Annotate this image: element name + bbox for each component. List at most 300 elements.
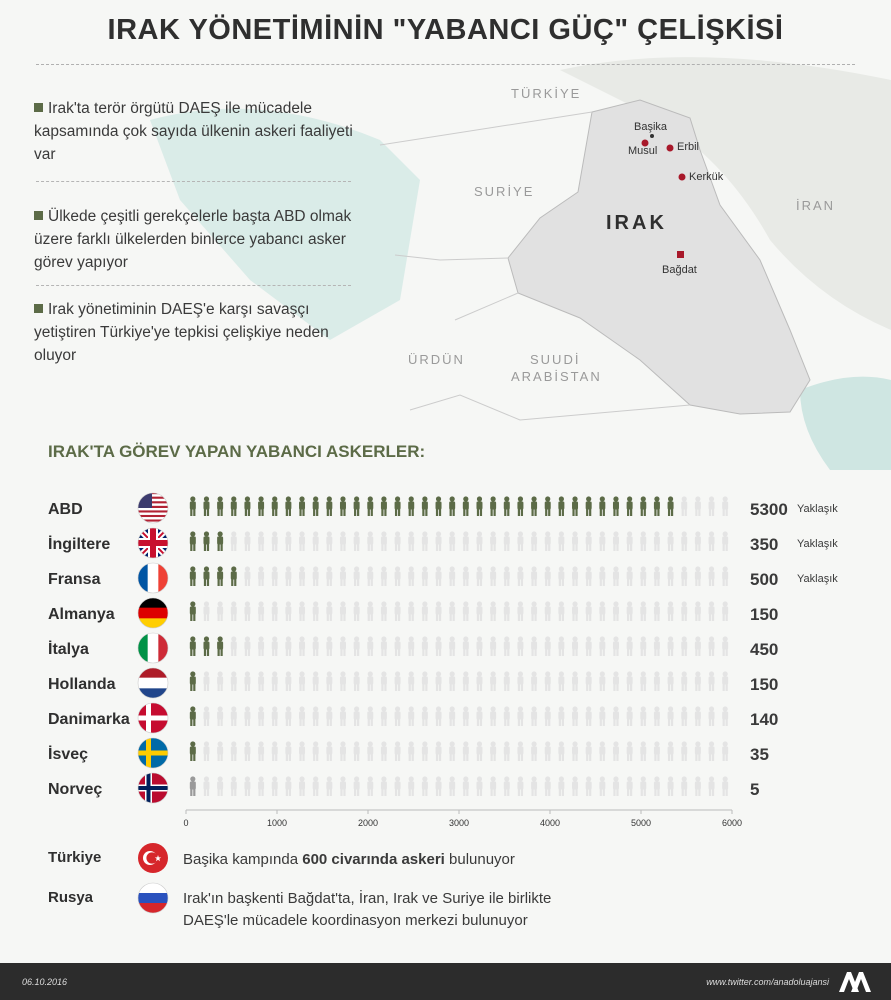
- soldier-icon: [340, 741, 346, 761]
- soldier-icon: [231, 566, 237, 586]
- x-tick-label: 3000: [448, 818, 470, 828]
- soldier-icon: [367, 601, 373, 621]
- soldier-icon: [599, 636, 605, 656]
- soldier-icon: [558, 706, 564, 726]
- soldier-icon: [231, 636, 237, 656]
- soldier-icon: [545, 671, 551, 691]
- soldier-icon: [190, 636, 196, 656]
- soldier-icon: [203, 496, 209, 516]
- soldier-icon: [449, 741, 455, 761]
- fact-text-turkiye: Başika kampında 600 civarında askeri bulunuyor: [183, 851, 515, 868]
- soldier-icon: [313, 776, 319, 796]
- bagdat-marker: [677, 251, 684, 258]
- value-label: 5300: [750, 500, 788, 519]
- soldier-icon: [354, 496, 360, 516]
- soldier-icon: [709, 496, 715, 516]
- soldier-icon: [436, 671, 442, 691]
- soldier-icon: [490, 496, 496, 516]
- soldier-icon: [531, 706, 537, 726]
- soldier-icon: [258, 496, 264, 516]
- bullet-square-icon: [34, 304, 43, 313]
- soldier-icon: [558, 741, 564, 761]
- france-flag-icon: [137, 562, 170, 594]
- soldier-icon: [709, 706, 715, 726]
- soldier-icon: [640, 636, 646, 656]
- soldier-icon: [408, 706, 414, 726]
- soldier-icon: [203, 566, 209, 586]
- soldier-icon: [326, 531, 332, 551]
- soldier-icon: [545, 496, 551, 516]
- norway-flag-icon: [137, 772, 169, 804]
- soldier-icon: [504, 531, 510, 551]
- soldier-icon: [449, 601, 455, 621]
- country-label: Hollanda: [48, 676, 116, 693]
- soldier-icon: [217, 636, 223, 656]
- soldier-icon: [722, 706, 728, 726]
- soldier-icon: [272, 706, 278, 726]
- country-label: Fransa: [48, 571, 101, 588]
- kerkuk-dot: [679, 174, 686, 181]
- soldier-icon: [517, 566, 523, 586]
- soldier-icon: [517, 706, 523, 726]
- soldier-icon: [381, 566, 387, 586]
- soldier-icon: [326, 741, 332, 761]
- soldier-icon: [436, 636, 442, 656]
- soldier-icon: [285, 531, 291, 551]
- soldier-icon: [613, 776, 619, 796]
- soldier-icon: [722, 776, 728, 796]
- soldier-icon: [258, 671, 264, 691]
- soldier-icon: [531, 496, 537, 516]
- value-label: 5: [750, 780, 760, 799]
- soldier-icon: [504, 741, 510, 761]
- soldier-icon: [203, 531, 209, 551]
- soldier-icon: [354, 706, 360, 726]
- soldier-icon: [422, 741, 428, 761]
- soldier-icon: [558, 531, 564, 551]
- soldier-icon: [722, 566, 728, 586]
- soldier-icon: [599, 531, 605, 551]
- soldier-icon: [504, 706, 510, 726]
- soldier-icon: [367, 636, 373, 656]
- soldier-icon: [408, 531, 414, 551]
- soldier-icon: [381, 601, 387, 621]
- soldier-icon: [476, 636, 482, 656]
- soldier-icon: [258, 706, 264, 726]
- soldier-icon: [599, 671, 605, 691]
- soldier-icon: [558, 636, 564, 656]
- soldier-icon: [558, 671, 564, 691]
- soldier-icon: [408, 496, 414, 516]
- soldier-icon: [558, 566, 564, 586]
- soldier-icon: [436, 706, 442, 726]
- soldier-icon: [681, 636, 687, 656]
- soldier-icon: [463, 706, 469, 726]
- soldier-icon: [695, 671, 701, 691]
- soldier-icon: [408, 671, 414, 691]
- soldier-icon: [299, 776, 305, 796]
- soldier-icon: [558, 776, 564, 796]
- soldier-icon: [640, 531, 646, 551]
- soldier-icon: [463, 776, 469, 796]
- soldier-icon: [395, 636, 401, 656]
- soldier-icon: [476, 531, 482, 551]
- soldier-icon: [354, 601, 360, 621]
- soldier-icon: [504, 566, 510, 586]
- map-label-arabistan: ARABİSTAN: [511, 369, 602, 384]
- soldier-icon: [217, 566, 223, 586]
- soldier-icon: [313, 601, 319, 621]
- soldier-icon: [408, 776, 414, 796]
- soldier-icon: [613, 741, 619, 761]
- x-tick-label: 4000: [539, 818, 561, 828]
- soldier-icon: [244, 636, 250, 656]
- soldier-icon: [408, 566, 414, 586]
- soldier-icon: [231, 496, 237, 516]
- soldier-icon: [299, 706, 305, 726]
- soldier-icon: [545, 566, 551, 586]
- soldier-icon: [709, 776, 715, 796]
- value-label: 450: [750, 640, 779, 659]
- soldier-icon: [299, 601, 305, 621]
- soldier-icon: [258, 776, 264, 796]
- fact-country-turkiye: Türkiye: [48, 849, 102, 866]
- soldier-icon: [558, 496, 564, 516]
- soldier-icon: [613, 496, 619, 516]
- country-label: Danimarka: [48, 711, 130, 728]
- soldier-icon: [572, 601, 578, 621]
- approx-note: Yaklaşık: [797, 503, 838, 515]
- soldier-icon: [531, 566, 537, 586]
- bullet-divider: [36, 285, 351, 286]
- soldier-icon: [326, 706, 332, 726]
- soldier-icon: [463, 566, 469, 586]
- value-label: 140: [750, 710, 779, 729]
- footer-twitter-link[interactable]: www.twitter.com/anadoluajansi: [706, 977, 829, 987]
- soldier-icon: [640, 776, 646, 796]
- soldier-icon: [381, 496, 387, 516]
- soldier-icon: [436, 496, 442, 516]
- soldier-icon: [422, 671, 428, 691]
- soldier-icon: [190, 566, 196, 586]
- footer-date: 06.10.2016: [22, 977, 68, 987]
- soldier-icon: [531, 601, 537, 621]
- soldier-icon: [313, 741, 319, 761]
- soldier-icon: [654, 741, 660, 761]
- bullet-square-icon: [34, 211, 43, 220]
- erbil-dot: [667, 145, 674, 152]
- soldier-icon: [586, 601, 592, 621]
- page-title: IRAK YÖNETİMİNİN "YABANCI GÜÇ" ÇELİŞKİSİ: [107, 14, 784, 46]
- soldier-icon: [709, 636, 715, 656]
- soldier-icon: [217, 706, 223, 726]
- soldier-icon: [668, 636, 674, 656]
- soldier-icon: [681, 776, 687, 796]
- soldier-icon: [381, 636, 387, 656]
- soldier-icon: [395, 671, 401, 691]
- soldier-icon: [654, 531, 660, 551]
- soldier-icon: [258, 636, 264, 656]
- soldier-icon: [722, 531, 728, 551]
- soldier-icon: [463, 601, 469, 621]
- soldier-icon: [572, 671, 578, 691]
- soldier-icon: [217, 496, 223, 516]
- soldier-icon: [695, 566, 701, 586]
- soldier-icon: [722, 601, 728, 621]
- soldier-icon: [285, 566, 291, 586]
- value-label: 500: [750, 570, 779, 589]
- soldier-icon: [586, 531, 592, 551]
- soldier-icon: [463, 636, 469, 656]
- soldier-icon: [613, 706, 619, 726]
- soldier-icon: [285, 741, 291, 761]
- soldier-icon: [395, 706, 401, 726]
- soldier-icon: [627, 496, 633, 516]
- footer-bar: [0, 963, 891, 1000]
- soldier-icon: [668, 496, 674, 516]
- soldier-icon: [545, 636, 551, 656]
- soldier-icon: [613, 671, 619, 691]
- soldier-icon: [190, 706, 196, 726]
- soldier-icon: [545, 601, 551, 621]
- soldier-icon: [490, 636, 496, 656]
- soldier-icon: [709, 741, 715, 761]
- soldier-icon: [627, 531, 633, 551]
- soldier-icon: [203, 706, 209, 726]
- soldier-icon: [313, 706, 319, 726]
- soldier-icon: [654, 776, 660, 796]
- soldier-icon: [695, 706, 701, 726]
- soldier-icon: [599, 776, 605, 796]
- soldier-icon: [244, 741, 250, 761]
- country-label: İsveç: [48, 746, 89, 763]
- soldier-icon: [340, 776, 346, 796]
- soldier-icon: [231, 776, 237, 796]
- soldier-icon: [654, 636, 660, 656]
- soldier-icon: [340, 496, 346, 516]
- soldier-icon: [695, 601, 701, 621]
- soldier-icon: [722, 671, 728, 691]
- uk-flag-icon: [137, 527, 169, 559]
- title-divider: [36, 64, 855, 65]
- soldier-icon: [367, 496, 373, 516]
- soldier-icon: [299, 636, 305, 656]
- soldier-icon: [408, 601, 414, 621]
- soldier-icon: [545, 531, 551, 551]
- soldier-icon: [654, 496, 660, 516]
- city-kerkuk: Kerkük: [689, 171, 724, 183]
- italy-flag-icon: [137, 632, 170, 664]
- soldier-icon: [244, 531, 250, 551]
- soldier-icon: [545, 776, 551, 796]
- fact-text-rusya: Irak'ın başkenti Bağdat'ta, İran, Irak ve Suriye ile birlikte DAEŞ'le mücadele koordinasyon merkezi bulunuyor: [183, 890, 552, 929]
- soldier-icon: [449, 496, 455, 516]
- soldier-icon: [299, 671, 305, 691]
- soldier-icon: [640, 496, 646, 516]
- soldier-icon: [217, 601, 223, 621]
- soldier-icon: [313, 636, 319, 656]
- soldier-icon: [190, 601, 196, 621]
- soldier-icon: [545, 741, 551, 761]
- soldier-icon: [668, 601, 674, 621]
- soldier-icon: [449, 636, 455, 656]
- soldier-icon: [640, 706, 646, 726]
- value-label: 150: [750, 605, 779, 624]
- soldier-icon: [504, 496, 510, 516]
- soldier-icon: [709, 566, 715, 586]
- soldier-icon: [203, 671, 209, 691]
- soldier-icon: [381, 531, 387, 551]
- soldier-icon: [367, 706, 373, 726]
- soldier-icon: [422, 496, 428, 516]
- soldier-icon: [340, 566, 346, 586]
- soldier-icon: [436, 776, 442, 796]
- x-tick-label: 5000: [630, 818, 652, 828]
- soldier-icon: [326, 636, 332, 656]
- soldier-icon: [599, 566, 605, 586]
- soldier-icon: [395, 741, 401, 761]
- bullet-1: Irak'ta terör örgütü DAEŞ ile mücadele kapsamında çok sayıda ülkenin askeri faaliyeti var: [34, 100, 353, 163]
- soldier-icon: [231, 671, 237, 691]
- soldier-icon: [449, 566, 455, 586]
- soldier-icon: [340, 601, 346, 621]
- soldier-icon: [531, 671, 537, 691]
- soldier-icon: [367, 531, 373, 551]
- value-label: 150: [750, 675, 779, 694]
- soldier-icon: [422, 566, 428, 586]
- soldier-icon: [272, 671, 278, 691]
- troops-chart: [0, 480, 891, 840]
- soldier-icon: [422, 601, 428, 621]
- soldier-icon: [531, 636, 537, 656]
- soldier-icon: [395, 601, 401, 621]
- soldier-icon: [367, 776, 373, 796]
- soldier-icon: [627, 566, 633, 586]
- soldier-icon: [517, 741, 523, 761]
- soldier-icon: [504, 636, 510, 656]
- soldier-icon: [531, 776, 537, 796]
- soldier-icon: [367, 671, 373, 691]
- soldier-icon: [313, 531, 319, 551]
- map-label-urdun: ÜRDÜN: [408, 352, 465, 367]
- soldier-icon: [572, 741, 578, 761]
- country-label: İtalya: [48, 641, 89, 658]
- soldier-icon: [258, 531, 264, 551]
- soldier-icon: [490, 531, 496, 551]
- soldier-icon: [381, 776, 387, 796]
- soldier-icon: [217, 531, 223, 551]
- soldier-icon: [490, 671, 496, 691]
- soldier-icon: [681, 671, 687, 691]
- soldier-icon: [476, 496, 482, 516]
- soldier-icon: [326, 776, 332, 796]
- soldier-icon: [190, 496, 196, 516]
- soldier-icon: [490, 601, 496, 621]
- soldier-icon: [627, 776, 633, 796]
- soldier-icon: [627, 636, 633, 656]
- soldier-icon: [709, 671, 715, 691]
- soldier-icon: [285, 671, 291, 691]
- soldier-icon: [695, 496, 701, 516]
- soldier-icon: [586, 671, 592, 691]
- soldier-icon: [613, 636, 619, 656]
- soldier-icon: [572, 776, 578, 796]
- soldier-icon: [422, 776, 428, 796]
- soldier-icon: [668, 741, 674, 761]
- soldier-icon: [654, 671, 660, 691]
- soldier-icon: [654, 706, 660, 726]
- soldier-icon: [354, 741, 360, 761]
- soldier-icon: [613, 566, 619, 586]
- soldier-icon: [203, 741, 209, 761]
- soldier-icon: [217, 776, 223, 796]
- soldier-icon: [244, 671, 250, 691]
- soldier-icon: [572, 531, 578, 551]
- soldier-icon: [722, 636, 728, 656]
- soldier-icon: [504, 601, 510, 621]
- soldier-icon: [285, 706, 291, 726]
- soldier-icon: [490, 706, 496, 726]
- soldier-icon: [640, 741, 646, 761]
- soldier-icon: [340, 636, 346, 656]
- soldier-icon: [695, 636, 701, 656]
- soldier-icon: [436, 741, 442, 761]
- soldier-icon: [517, 496, 523, 516]
- soldier-icon: [572, 636, 578, 656]
- map-label-suriye: SURİYE: [474, 184, 535, 199]
- soldier-icon: [681, 741, 687, 761]
- soldier-icon: [258, 741, 264, 761]
- soldier-icon: [354, 671, 360, 691]
- soldier-icon: [531, 741, 537, 761]
- soldier-icon: [217, 741, 223, 761]
- section-title: IRAK'TA GÖREV YAPAN YABANCI ASKERLER:: [48, 442, 426, 461]
- soldier-icon: [354, 531, 360, 551]
- soldier-icon: [449, 776, 455, 796]
- soldier-icon: [326, 601, 332, 621]
- soldier-icon: [640, 671, 646, 691]
- germany-flag-icon: [137, 597, 169, 630]
- soldier-icon: [599, 741, 605, 761]
- soldier-icon: [599, 706, 605, 726]
- soldier-icon: [381, 741, 387, 761]
- soldier-icon: [681, 496, 687, 516]
- soldier-icon: [517, 531, 523, 551]
- persian-gulf: [800, 377, 891, 470]
- soldier-icon: [395, 566, 401, 586]
- soldier-icon: [190, 531, 196, 551]
- soldier-icon: [586, 741, 592, 761]
- x-tick-label: 1000: [266, 818, 288, 828]
- soldier-icon: [313, 496, 319, 516]
- soldier-icon: [476, 601, 482, 621]
- soldier-icon: [231, 741, 237, 761]
- soldier-icon: [436, 601, 442, 621]
- country-label: Norveç: [48, 781, 103, 798]
- soldier-icon: [449, 531, 455, 551]
- soldier-icon: [422, 706, 428, 726]
- soldier-icon: [640, 566, 646, 586]
- sweden-flag-icon: [137, 737, 169, 769]
- soldier-icon: [463, 741, 469, 761]
- soldier-icon: [285, 636, 291, 656]
- soldier-icon: [190, 776, 196, 796]
- soldier-icon: [272, 636, 278, 656]
- city-bagdat: Bağdat: [662, 264, 697, 276]
- soldier-icon: [504, 671, 510, 691]
- soldier-icon: [476, 671, 482, 691]
- soldier-icon: [640, 601, 646, 621]
